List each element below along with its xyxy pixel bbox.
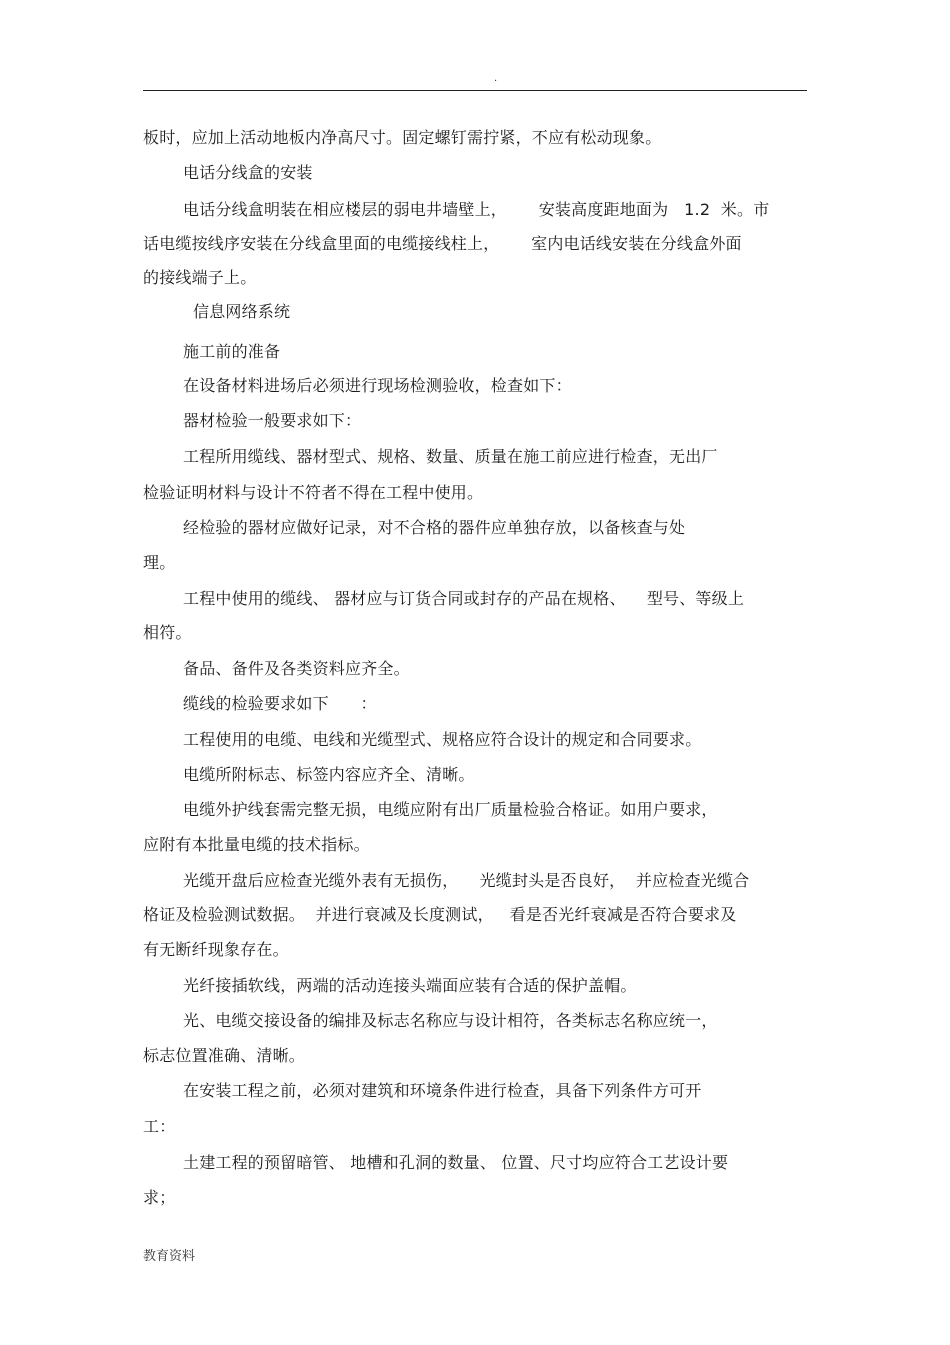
paragraph-line: 话电缆按线序安装在分线盒里面的电缆接线柱上， 室内电话线安装在分线盒外面 xyxy=(143,234,742,253)
paragraph-line: 电缆外护线套需完整无损，电缆应附有出厂质量检验合格证。如用户要求， xyxy=(183,800,718,819)
paragraph-line: 光纤接插软线，两端的活动连接头端面应装有合适的保护盖帽。 xyxy=(183,976,637,995)
paragraph-line: 缆线的检验要求如下 ： xyxy=(183,694,377,713)
header-rule xyxy=(143,90,807,91)
paragraph-line: 工： xyxy=(143,1117,176,1136)
paragraph-line: 光、电缆交接设备的编排及标志名称应与设计相符，各类标志名称应统一， xyxy=(183,1011,718,1030)
paragraph-line: 电缆所附标志、标签内容应齐全、清晰。 xyxy=(183,765,475,784)
paragraph-line: 备品、备件及各类资料应齐全。 xyxy=(183,659,410,678)
paragraph-line: 求； xyxy=(143,1188,176,1207)
paragraph-line: 土建工程的预留暗管、 地槽和孔洞的数量、 位置、尺寸均应符合工艺设计要 xyxy=(183,1153,729,1172)
paragraph-line: 格证及检验测试数据。 并进行衰减及长度测试， 看是否光纤衰减是否符合要求及 xyxy=(143,905,737,924)
section-heading: 信息网络系统 xyxy=(193,302,291,321)
paragraph-line: 在设备材料进场后必须进行现场检测验收，检查如下： xyxy=(183,376,572,395)
paragraph-line: 板时，应加上活动地板内净高尺寸。固定螺钉需拧紧，不应有松动现象。 xyxy=(143,128,662,147)
paragraph-line: 理。 xyxy=(143,553,176,572)
paragraph-line: 应附有本批量电缆的技术指标。 xyxy=(143,835,370,854)
paragraph-line: 有无断纤现象存在。 xyxy=(143,940,289,959)
paragraph-line: 电话分线盒明装在相应楼层的弱电井墙壁上， 安装高度距地面为 1.2 米。市 xyxy=(183,200,770,219)
section-heading: 电话分线盒的安装 xyxy=(183,163,313,182)
paragraph-line: 光缆开盘后应检查光缆外表有无损伤， 光缆封头是否良好， 并应检查光缆合 xyxy=(183,871,750,890)
paragraph-line: 检验证明材料与设计不符者不得在工程中使用。 xyxy=(143,483,484,502)
paragraph-line: 标志位置准确、清晰。 xyxy=(143,1046,306,1065)
footer-label: 教育资料 xyxy=(143,1249,196,1264)
paragraph-line: 的接线端子上。 xyxy=(143,268,257,287)
header-mark: . xyxy=(494,73,498,84)
paragraph-line: 工程所用缆线、器材型式、规格、数量、质量在施工前应进行检查，无出厂 xyxy=(183,447,718,466)
paragraph-line: 器材检验一般要求如下： xyxy=(183,411,362,430)
paragraph-line: 工程中使用的缆线、 器材应与订货合同或封存的产品在规格、 型号、等级上 xyxy=(183,589,745,608)
paragraph-line: 工程使用的电缆、电线和光缆型式、规格应符合设计的规定和合同要求。 xyxy=(183,730,702,749)
paragraph-line: 经检验的器材应做好记录，对不合格的器件应单独存放，以备核查与处 xyxy=(183,518,686,537)
section-heading: 施工前的准备 xyxy=(183,342,281,361)
paragraph-line: 在安装工程之前，必须对建筑和环境条件进行检查，具备下列条件方可开 xyxy=(183,1081,702,1100)
paragraph-line: 相符。 xyxy=(143,623,192,642)
